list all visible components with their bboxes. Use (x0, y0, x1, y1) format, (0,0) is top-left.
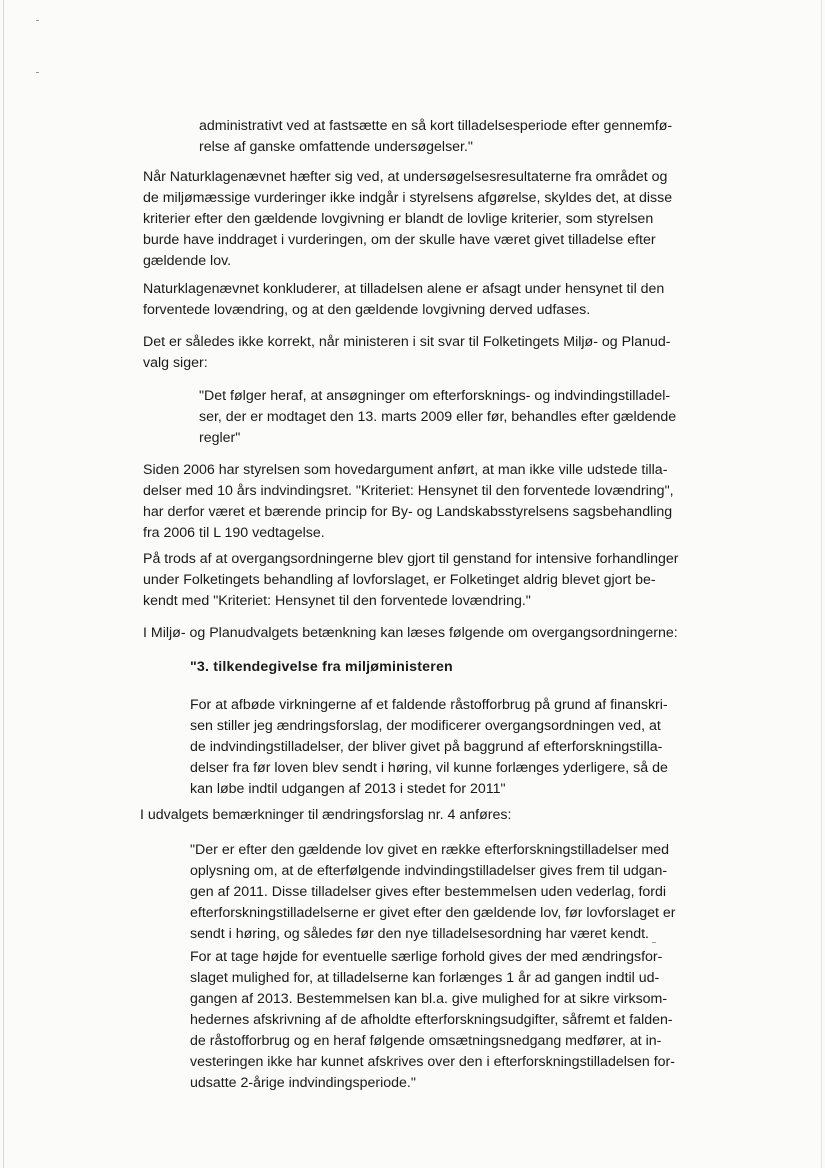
quote-bemaerkninger-1 (190, 840, 725, 945)
text-line: I udvalgets bemærkninger til ændringsforslag nr. 4 anføres: (140, 807, 512, 823)
text-line: hedernes afskrivning af de afholdte efterforskningsudgifter, såfremt et falden- (190, 1012, 673, 1028)
text-line: slaget mulighed for, at tilladelserne kan forlænges 1 år ad gangen indtil ud- (190, 970, 660, 986)
text-line: administrativt ved at fastsætte en så kort tilladelsesperiode efter gennemfø- (199, 118, 673, 134)
paragraph-paa-trods (143, 549, 723, 612)
quote-tilkendegivelse (190, 695, 725, 800)
text-line: kan løbe indtil udgangen af 2013 i stedet for 2011" (190, 781, 506, 797)
paragraph-siden-2006 (143, 460, 723, 544)
scan-speck (36, 72, 39, 73)
scan-edge-left (3, 0, 4, 1168)
paragraph-naturklagenaevnet-2 (143, 279, 723, 321)
text-line: sendt i høring, og således før den nye tilladelsesordning har været kendt. (190, 926, 649, 942)
scan-speck (36, 20, 39, 21)
paragraph-naturklagenaevnet-1 (143, 167, 723, 272)
paragraph-betaenkning (143, 623, 723, 644)
text-line: burde have inddraget i vurderingen, om der skulle have været givet tilladelse efter (143, 232, 656, 248)
text-line: Siden 2006 har styrelsen som hovedargument anført, at man ikke ville udstede tilla- (143, 462, 668, 478)
text-line: gældende lov. (143, 253, 232, 269)
text-line: har derfor været et bærende princip for By- og Landskabsstyrelsens sagsbehandling (143, 504, 673, 520)
text-line: "Der er efter den gældende lov givet en række efterforskningstilladelser med (190, 842, 669, 858)
text-line: forventede lovændring, og at den gældende lovgivning derved udfases. (143, 302, 591, 318)
quote-minister (199, 386, 724, 449)
text-line: gangen af 2013. Bestemmelsen kan bl.a. give mulighed for at sikre virksom- (190, 991, 668, 1007)
text-line: gen af 2011. Disse tilladelser gives efter bestemmelsen uden vederlag, fordi (190, 884, 667, 900)
text-line: vesteringen ikke har kunnet afskrives over den i efterforskningstilladelsen for- (190, 1054, 675, 1070)
text-line: de råstofforbrug og en heraf følgende omsætningsnedgang medfører, at in- (190, 1033, 662, 1049)
text-line: sen stiller jeg ændringsforslag, der modificerer overgangsordningen ved, at (190, 718, 661, 734)
text-line: udsatte 2-årige indvindingsperiode." (190, 1075, 416, 1091)
paragraph-udvalgets-bemaerkninger (140, 805, 730, 826)
text-line: fra 2006 til L 190 vedtagelse. (143, 525, 325, 541)
text-line: relse af ganske omfattende undersøgelser." (199, 139, 473, 155)
paragraph-quote-continuation (199, 116, 724, 158)
text-line: de indvindingstilladelser, der bliver givet på baggrund af efterforskningstilla- (190, 739, 663, 755)
text-line: oplysning om, at de efterfølgende indvindingstilladelser gives frem til udgan- (190, 863, 668, 879)
text-line: delser med 10 års indvindingsret. "Kriteriet: Hensynet til den forventede lovændring", (143, 483, 674, 499)
text-line: For at afbøde virkningerne af et faldende råstofforbrug på grund af finanskri- (190, 697, 668, 713)
text-line: kriterier efter den gældende lovgivning er blandt de lovlige kriterier, som styrelsen (143, 211, 654, 227)
paragraph-ministeren (143, 332, 723, 374)
text-line: de miljømæssige vurderinger ikke indgår i styrelsens afgørelse, skyldes det, at disse (143, 190, 673, 206)
scan-edge-right (821, 0, 822, 1168)
text-line: valg siger: (143, 355, 208, 371)
text-line: Det er således ikke korrekt, når ministeren i sit svar til Folketingets Miljø- og Planud- (143, 334, 671, 350)
text-line: I Miljø- og Planudvalgets betænkning kan læses følgende om overgangsordningerne: (143, 625, 678, 641)
text-line: Når Naturklagenævnet hæfter sig ved, at undersøgelsesresultaterne fra området og (143, 169, 668, 185)
text-line: delser fra før loven blev sendt i høring, vil kunne forlænges yderligere, så de (190, 760, 668, 776)
quote-bemaerkninger-2 (190, 947, 725, 1094)
section-heading-tilkendegivelse: "3. tilkendegivelse fra miljøministeren (190, 659, 453, 675)
text-line: kendt med "Kriteriet: Hensynet til den forventede lovændring." (143, 593, 531, 609)
text-line: under Folketingets behandling af lovforslaget, er Folketinget aldrig blevet gjort be- (143, 572, 656, 588)
text-line: Naturklagenævnet konkluderer, at tilladelsen alene er afsagt under hensynet til den (143, 281, 665, 297)
text-line: For at tage højde for eventuelle særlige forhold gives der med ændringsfor- (190, 949, 663, 965)
text-line: regler" (199, 430, 241, 446)
text-line: "Det følger heraf, at ansøgninger om efterforsknings- og indvindingstilladel- (199, 388, 671, 404)
text-line: På trods af at overgangsordningerne blev gjort til genstand for intensive forhandlinger (143, 551, 679, 567)
text-line: ser, der er modtaget den 13. marts 2009 eller før, behandles efter gældende (199, 409, 677, 425)
text-line: efterforskningstilladelserne er givet efter den gældende lov, før lovforslaget er (190, 905, 676, 921)
